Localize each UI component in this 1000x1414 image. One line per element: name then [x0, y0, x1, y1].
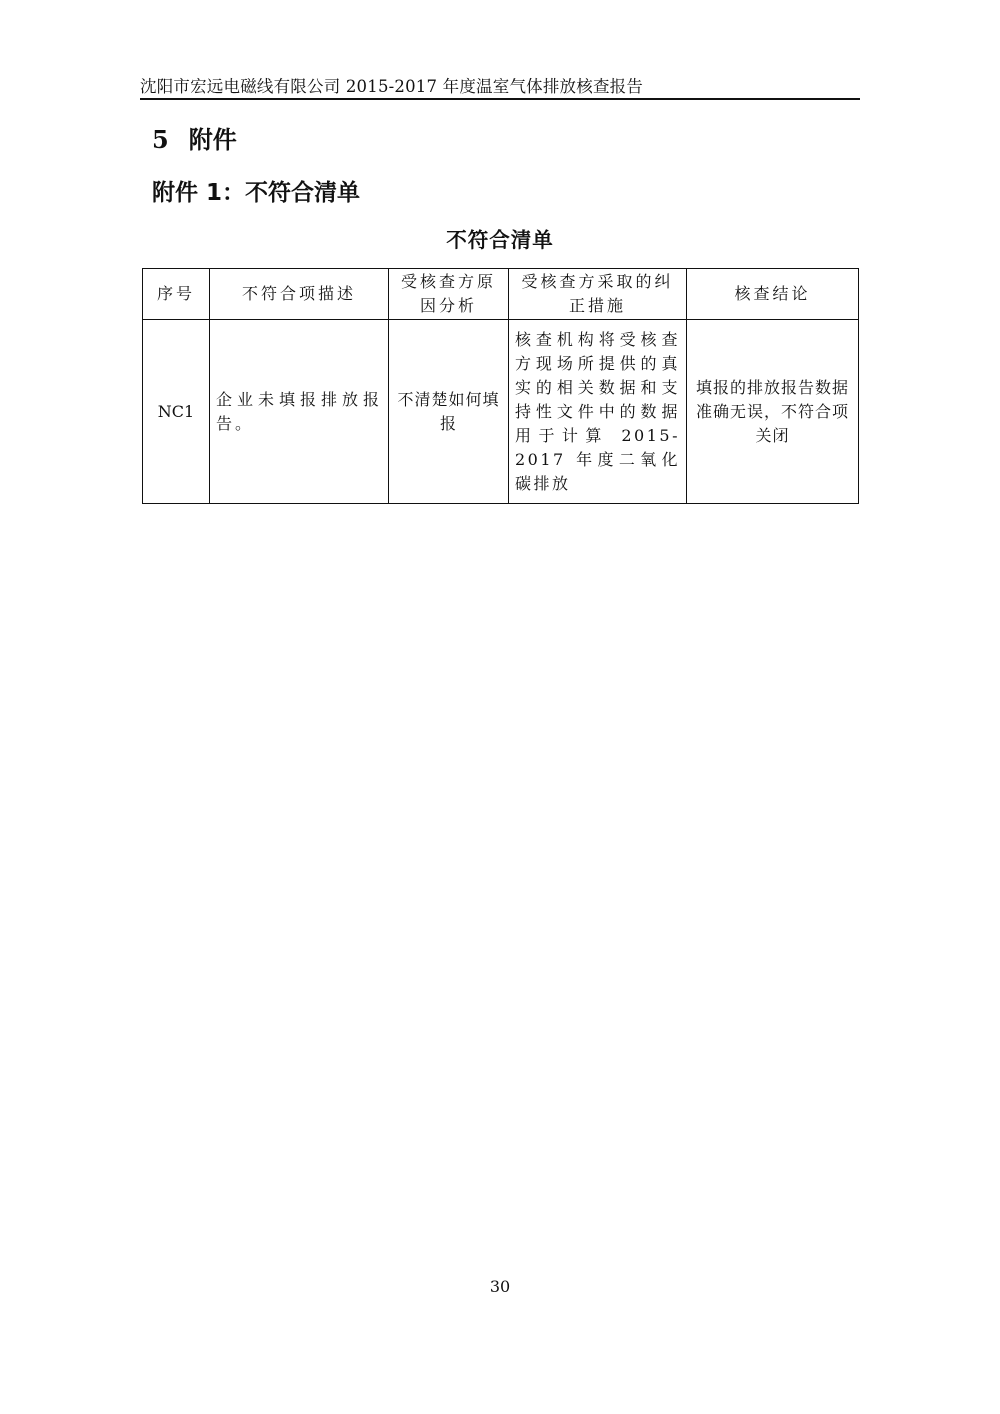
column-header-action: 受核查方采取的纠正措施	[509, 269, 687, 320]
table-row	[143, 320, 859, 504]
column-header-cause: 受核查方原因分析	[389, 269, 509, 320]
cell-action: 核查机构将受核查方现场所提供的真实的相关数据和支持性文件中的数据用于计算 2015-2017 年度二氧化碳排放	[509, 320, 687, 504]
cell-conclusion: 填报的排放报告数据准确无误，不符合项关闭	[687, 320, 859, 504]
subsection-heading: 附件 1：不符合清单	[152, 180, 361, 206]
page-header	[140, 73, 860, 97]
column-header-description: 不符合项描述	[210, 269, 389, 320]
section-title: 附件	[188, 126, 237, 154]
section-heading	[152, 120, 237, 155]
table-title: 不符合清单	[446, 228, 554, 252]
nonconformity-table	[142, 268, 859, 504]
header-title: 沈阳市宏远电磁线有限公司 2015-2017 年度温室气体排放核查报告	[140, 77, 644, 96]
column-header-id: 序号	[143, 269, 210, 320]
cell-cause: 不清楚如何填报	[389, 320, 509, 504]
cell-id: NC1	[143, 320, 210, 504]
section-number: 5	[152, 125, 169, 154]
column-header-conclusion: 核查结论	[687, 269, 859, 320]
page-number: 30	[489, 1277, 511, 1296]
table-header-row	[143, 269, 859, 320]
cell-description: 企业未填报排放报告。	[210, 320, 389, 504]
header-divider	[140, 98, 860, 100]
